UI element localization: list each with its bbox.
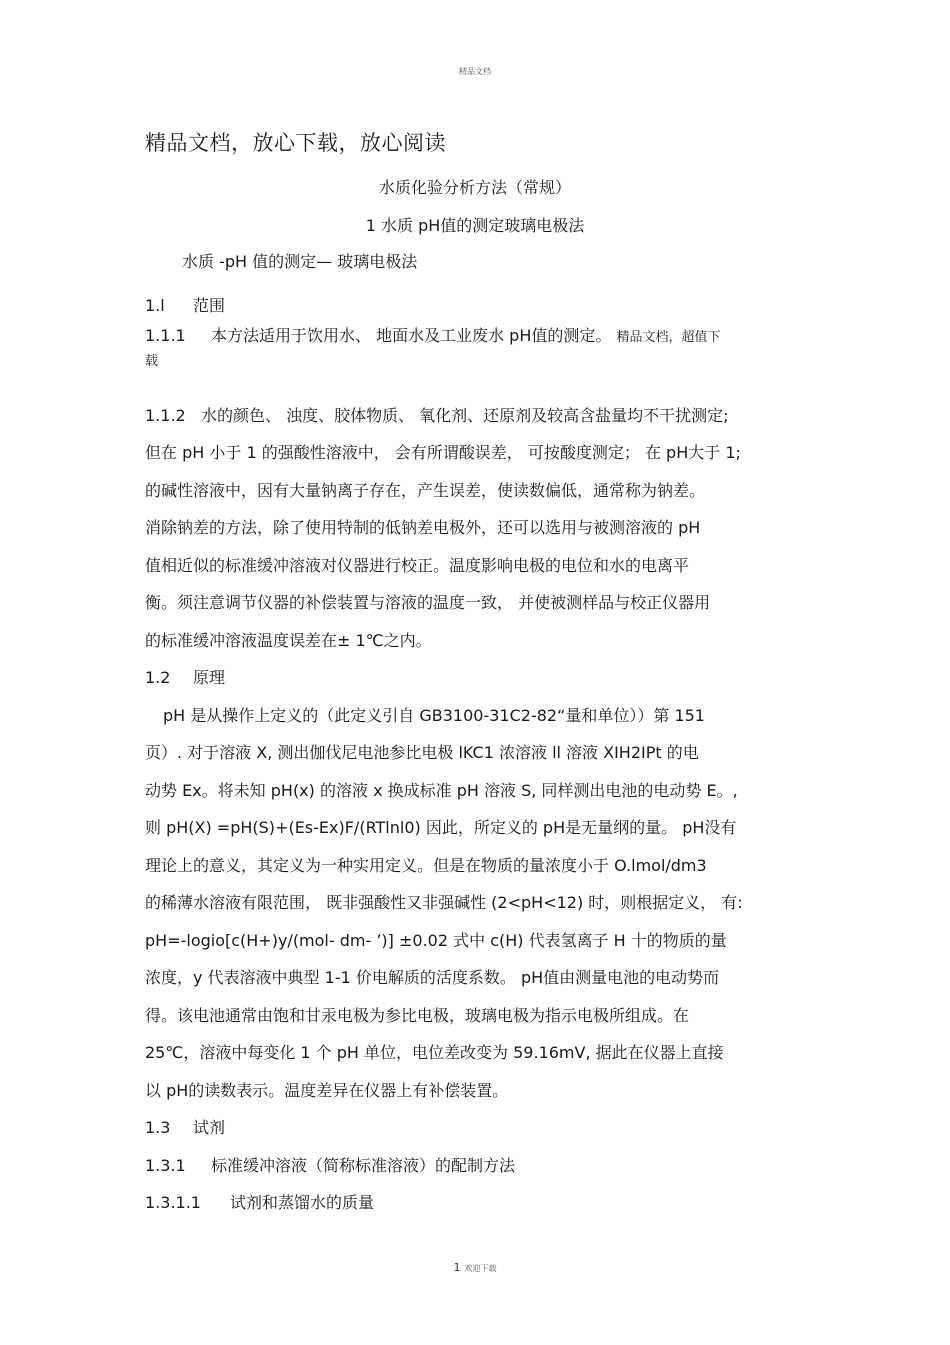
section-number: 1.2 (145, 668, 171, 687)
section-1-1-heading (145, 287, 810, 325)
paragraph-line: pH 是从操作上定义的（此定义引自 GB3100-31C2-82“量和单位））第 151 (163, 705, 705, 725)
document-body (145, 287, 810, 1222)
paragraph-line: 衡。须注意调节仪器的补偿装置与溶液的温度一致， 并使被测样品与校正仪器用 (145, 593, 711, 612)
paragraph-line: 理论上的意义，其定义为一种实用定义。但是在物质的量浓度小于 O.lmol/dm3 (145, 855, 707, 875)
section-1-2-heading (145, 659, 810, 697)
document-subtitle: 1 水质 pH值的测定玻璃电极法 (365, 216, 585, 235)
paragraph-line: 以 pH的读数表示。温度差异在仪器上有补偿装置。 (145, 1080, 509, 1100)
paragraph-line: 的标准缓冲溶液温度误差在± 1℃之内。 (145, 630, 432, 650)
section-number: 1.3.1 (145, 1155, 186, 1175)
section-1-3-heading (145, 1109, 810, 1147)
paragraph-text: 本方法适用于饮用水、 地面水及工业废水 pH值的测定。 (211, 325, 612, 345)
paragraph-text: 水的颜色、 浊度、胶体物质、 氧化剂、还原剂及较高含盐量均不干扰测定; (201, 405, 729, 425)
header-watermark: 精品文档 (459, 67, 491, 76)
paragraph-line: 值相近似的标准缓冲溶液对仪器进行校正。温度影响电极的电位和水的电离平 (145, 555, 690, 575)
paragraph-line: 浓度，y 代表溶液中典型 1-1 价电解质的活度系数。 pH值由测量电池的电动势而 (145, 968, 720, 987)
inline-note: 精品文档，超值下 (616, 329, 721, 345)
paragraph-line: 的稀薄水溶液有限范围， 既非强酸性又非强碱性 (2<pH<12) 时，则根据定义， 有: (145, 893, 743, 912)
section-number: 1.1.1 (145, 325, 186, 345)
section-1-3-1-heading (145, 1147, 810, 1185)
page-number: 1 (453, 1261, 461, 1274)
paragraph-line (145, 397, 810, 435)
section-title: 试剂和蒸馏水的质量 (230, 1193, 375, 1212)
document-title: 水质化验分析方法（常规） (378, 178, 571, 197)
banner-heading: 精品文档，放心下载，放心阅读 (145, 131, 446, 155)
paragraph-line: 的碱性溶液中，因有大量钠离子存在，产生误差，使读数偏低，通常称为钠差。 (145, 480, 706, 500)
paragraph-line: 动势 Ex。将未知 pH(x) 的溶液 x 换成标准 pH 溶液 S, 同样测出电池的电动势 E。, (145, 780, 738, 800)
method-title: 水质 -pH 值的测定— 玻璃电极法 (182, 252, 418, 271)
section-title: 试剂 (193, 1118, 226, 1137)
paragraph-line: pH=-logio[c(H+)y/(mol- dm- ’)] ±0.02 式中 c(H) 代表氢离子 H 十的物质的量 (145, 930, 727, 950)
section-number: 1.l (145, 296, 165, 315)
page-footer (0, 1261, 950, 1274)
paragraph-line: 得。该电池通常由饱和甘汞电极为参比电极，玻璃电极为指示电极所组成。在 (145, 1005, 690, 1025)
section-title: 范围 (193, 296, 226, 315)
footer-note: 欢迎下载 (464, 1264, 497, 1273)
section-1-1-1 (145, 325, 810, 369)
paragraph-line: 页）. 对于溶液 X, 测出伽伐尼电池参比电极 lKC1 浓溶液 ll 溶液 XIH2IPt 的电 (145, 743, 699, 762)
section-number: 1.3.1.1 (145, 1193, 201, 1212)
section-number: 1.3 (145, 1118, 171, 1137)
inline-note-continued: 载 (145, 353, 159, 369)
section-1-3-1-1-heading (145, 1184, 810, 1222)
paragraph-line: 则 pH(X) =pH(S)+(Es-Ex)F/(RTlnl0) 因此，所定义的 pH是无量纲的量。 pH没有 (145, 818, 737, 837)
section-title: 原理 (193, 668, 226, 687)
paragraph-line: 25℃，溶液中每变化 1 个 pH 单位，电位差改变为 59.16mV, 据此在仪器上直接 (145, 1043, 724, 1062)
paragraph-line: 消除钠差的方法，除了使用特制的低钠差电极外，还可以选用与被测溶液的 pH (145, 518, 701, 537)
section-title: 标准缓冲溶液（简称标准溶液）的配制方法 (211, 1155, 516, 1175)
paragraph-line: 但在 pH 小于 1 的强酸性溶液中， 会有所谓酸误差， 可按酸度测定； 在 pH大于 1; (145, 443, 741, 462)
section-number: 1.1.2 (145, 405, 186, 425)
